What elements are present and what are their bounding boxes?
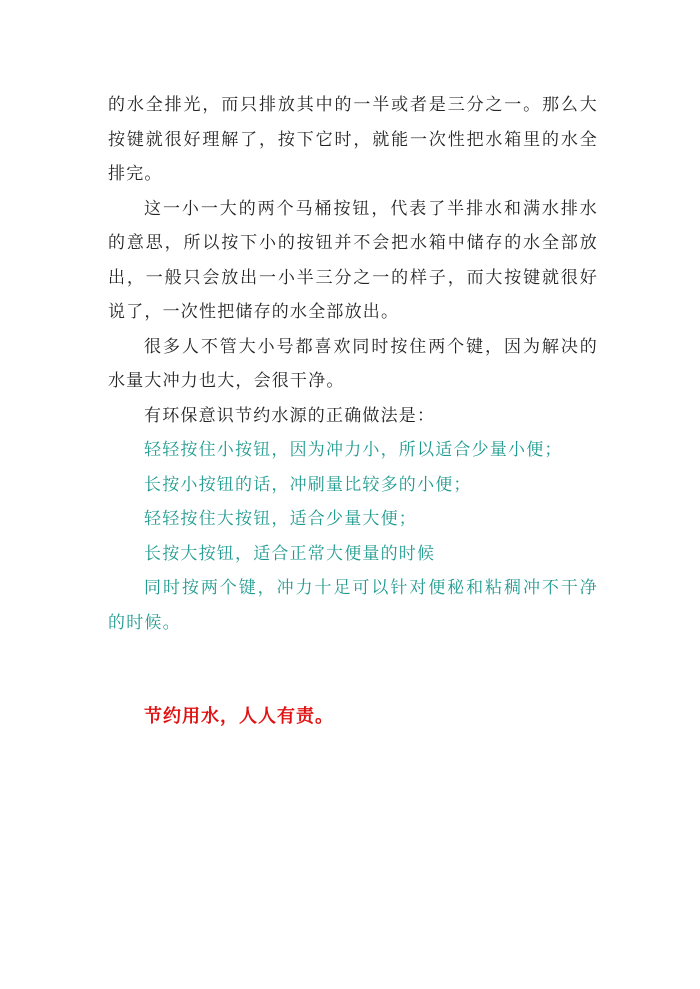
slogan: 节约用水，人人有责。 xyxy=(144,706,334,727)
body-text xyxy=(108,88,598,640)
paragraph-toilet-flush-intro: 的水全排光，而只排放其中的一半或者是三分之一。那么大按键就很好理解了，按下它时，就能一次性把水箱里的水全排完。 xyxy=(108,95,598,184)
paragraph-press-both: 很多人不管大小号都喜欢同时按住两个键，因为解决的水量大冲力也大，会很干净。 xyxy=(108,336,598,391)
paragraph-two-buttons-meaning: 这一小一大的两个马桶按钮，代表了半排水和满水排水的意思，所以按下小的按钮并不会把水箱中储存的水全部放出，一般只会放出一小半三分之一的样子，而大按键就很好说了，一次性把储存的水全部放出。 xyxy=(108,198,598,322)
tip-big-button-light: 轻轻按住大按钮，适合少量大便； xyxy=(144,509,417,529)
tip-both-buttons: 同时按两个键，冲力十足可以针对便秘和粘稠冲不干净的时候。 xyxy=(108,578,598,633)
tip-big-button-long: 长按大按钮，适合正常大便量的时候 xyxy=(144,543,436,564)
paragraph-correct-method-heading: 有环保意识节约水源的正确做法是： xyxy=(144,405,436,426)
tip-small-button-long: 长按小按钮的话，冲刷量比较多的小便； xyxy=(144,474,472,495)
tip-small-button-light: 轻轻按住小按钮，因为冲力小，所以适合少量小便； xyxy=(144,440,563,460)
